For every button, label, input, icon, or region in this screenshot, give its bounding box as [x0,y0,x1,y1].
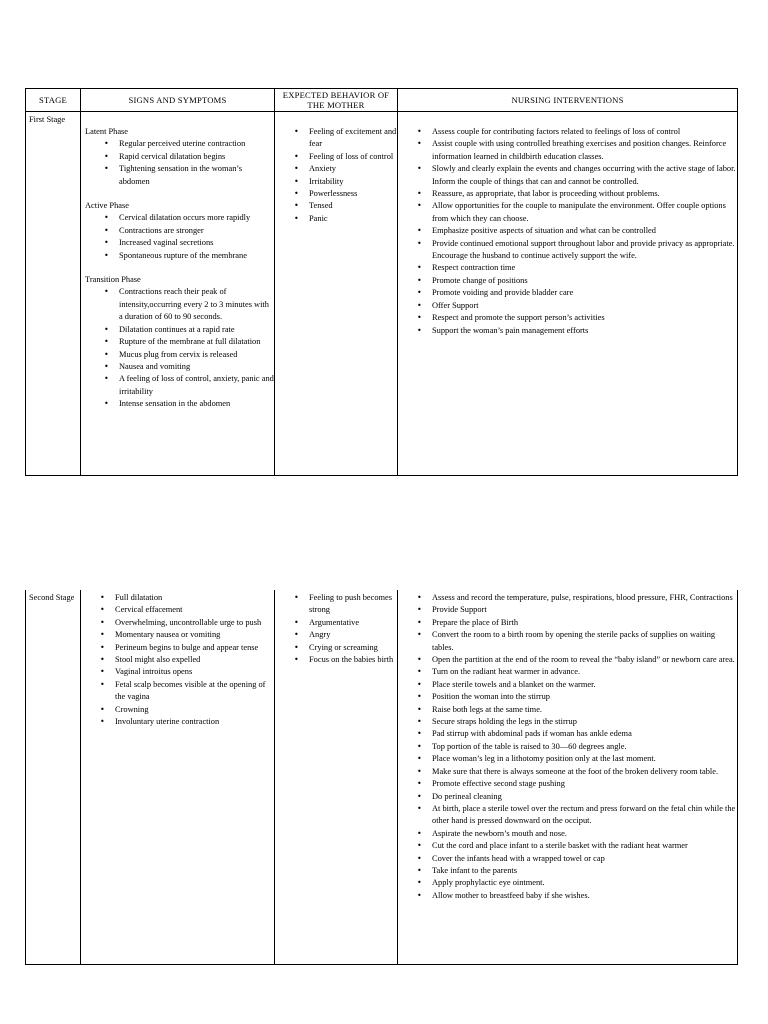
second-stage-interventions-list [398,592,737,902]
active-phase-item: • Cervical dilatation occurs more rapidly [119,212,274,224]
second-stage-behavior-item: • Crying or screaming [309,642,397,654]
second-stage-behavior-list [275,592,397,666]
header-nursing-interventions: NURSING INTERVENTIONS [398,89,738,112]
transition-phase-item: • A feeling of loss of control, anxiety, panic and irritability [119,373,274,398]
header-expected-behavior: EXPECTED BEHAVIOR OF THE MOTHER [275,89,398,112]
second-stage-intervention-item: • Promote effective second stage pushing [432,778,737,790]
second-stage-row [26,590,738,965]
second-stage-intervention-item: • Allow mother to breastfeed baby if she wishes. [432,890,737,902]
second-stage-intervention-item: • Raise both legs at the same time. [432,704,737,716]
transition-phase-item: • Mucus plug from cervix is released [119,349,274,361]
second-stage-intervention-item: • Cover the infants head with a wrapped towel or cap [432,853,737,865]
second-stage-intervention-item: • Open the partition at the end of the room to reveal the “baby island” or newborn care area. [432,654,737,666]
second-stage-intervention-item: • Provide Support [432,604,737,616]
active-phase-item: • Spontaneous rupture of the membrane [119,250,274,262]
table-header-row [26,89,738,112]
first-stage-intervention-item: • Respect and promote the support person’s activities [432,312,737,324]
latent-phase-item: • Regular perceived uterine contraction [119,138,274,150]
second-stage-signs-cell [81,590,275,965]
active-phase-item: • Contractions are stronger [119,225,274,237]
header-signs-and-symptoms: SIGNS AND SYMPTOMS [81,89,275,112]
second-stage-intervention-item: • Make sure that there is always someone at the foot of the broken delivery room table. [432,766,737,778]
first-stage-interventions-list [398,126,737,337]
second-stage-intervention-item: • Place woman’s leg in a lithotomy position only at the last moment. [432,753,737,765]
second-stage-intervention-item: • Place sterile towels and a blanket on the warmer. [432,679,737,691]
transition-phase-item: • Contractions reach their peak of intensity,occurring every 2 to 3 minutes with a duration of 60 to 90 seconds. [119,286,274,323]
second-stage-sign-item: • Perineum begins to bulge and appear tense [115,642,274,654]
second-stage-sign-item: • Crowning [115,704,274,716]
second-stage-intervention-item: • Do perineal cleaning [432,791,737,803]
active-phase-list [85,212,274,262]
first-stage-intervention-item: • Assist couple with using controlled breathing exercises and position changes. Reinforce information learned in childbirth education classes. [432,138,737,163]
first-stage-row [26,112,738,476]
second-stage-intervention-item: • Position the woman into the stirrup [432,691,737,703]
second-stage-intervention-item: • Pad stirrup with abdominal pads if woman has ankle edema [432,728,737,740]
first-stage-intervention-item: • Support the woman’s pain management efforts [432,325,737,337]
second-stage-intervention-item: • Prepare the place of Birth [432,617,737,629]
second-stage-sign-item: • Vaginal introitus opens [115,666,274,678]
second-stage-signs-list [81,592,274,728]
second-stage-behavior-item: • Argumentative [309,617,397,629]
first-stage-behavior-list [275,126,397,225]
second-stage-behavior-item: • Angry [309,629,397,641]
transition-phase-item: • Dilatation continues at a rapid rate [119,324,274,336]
second-stage-sign-item: • Cervical effacement [115,604,274,616]
header-stage: STAGE [26,89,81,112]
first-stage-intervention-item: • Reassure, as appropriate, that labor is proceeding without problems. [432,188,737,200]
second-stage-intervention-item: • Cut the cord and place infant to a sterile basket with the radiant heat warmer [432,840,737,852]
first-stage-intervention-item: • Respect contraction time [432,262,737,274]
transition-phase-item: • Rupture of the membrane at full dilatation [119,336,274,348]
first-stage-behavior-item: • Feeling of loss of control [309,151,397,163]
care-plan-table-second-stage [25,590,738,965]
first-stage-interventions-cell [398,112,738,476]
first-stage-behavior-item: • Feeling of excitement and fear [309,126,397,151]
transition-phase-item: • Intense sensation in the abdomen [119,398,274,410]
latent-phase-item: • Rapid cervical dilatation begins [119,151,274,163]
first-stage-behavior-item: • Irritability [309,176,397,188]
second-stage-behavior-item: • Feeling to push becomes strong [309,592,397,617]
second-stage-sign-item: • Momentary nausea or vomiting [115,629,274,641]
second-stage-sign-item: • Stool might also expelled [115,654,274,666]
second-stage-intervention-item: • Convert the room to a birth room by opening the sterile packs of supplies on waiting tables. [432,629,737,654]
first-stage-intervention-item: • Provide continued emotional support throughout labor and provide privacy as appropriate. Encourage the husband to continue actively support the wife. [432,238,737,263]
second-stage-intervention-item: • Aspirate the newborn’s mouth and nose. [432,828,737,840]
second-stage-behavior-item: • Focus on the babies birth [309,654,397,666]
first-stage-signs-cell [81,112,275,476]
second-stage-sign-item: • Fetal scalp becomes visible at the opening of the vagina [115,679,274,704]
second-stage-label: Second Stage [26,590,81,965]
first-stage-intervention-item: • Emphasize positive aspects of situation and what can be controlled [432,225,737,237]
first-stage-behavior-item: • Anxiety [309,163,397,175]
latent-phase-title: Latent Phase [85,127,129,136]
first-stage-intervention-item: • Slowly and clearly explain the events and changes occurring with the active stage of labor. Inform the couple of things that can and cannot be controlled. [432,163,737,188]
second-stage-interventions-cell [398,590,738,965]
second-stage-intervention-item: • Top portion of the table is raised to 30—60 degrees angle. [432,741,737,753]
first-stage-behavior-item: • Panic [309,213,397,225]
second-stage-intervention-item: • At birth, place a sterile towel over the rectum and press forward on the fetal chin while the other hand is pressed downward on the occiput. [432,803,737,828]
first-stage-label: First Stage [26,112,81,476]
first-stage-intervention-item: • Allow opportunities for the couple to manipulate the environment. Offer couple options from which they can choose. [432,200,737,225]
first-stage-intervention-item: • Promote voiding and provide bladder care [432,287,737,299]
active-phase-title: Active Phase [85,201,129,211]
second-stage-intervention-item: • Secure straps holding the legs in the stirrup [432,716,737,728]
active-phase-item: • Increased vaginal secretions [119,237,274,249]
care-plan-table-first-stage [25,88,738,476]
second-stage-sign-item: • Full dilatation [115,592,274,604]
second-stage-intervention-item: • Apply prophylactic eye ointment. [432,877,737,889]
first-stage-intervention-item: • Assess couple for contributing factors related to feelings of loss of control [432,126,737,138]
transition-phase-item: • Nausea and vomiting [119,361,274,373]
transition-phase-list [85,286,274,410]
first-stage-intervention-item: • Offer Support [432,300,737,312]
second-stage-intervention-item: • Turn on the radiant heat warmer in advance. [432,666,737,678]
first-stage-intervention-item: • Promote change of positions [432,275,737,287]
second-stage-behavior-cell [275,590,398,965]
latent-phase-item: • Tightening sensation in the woman’s abdomen [119,163,274,188]
transition-phase-title: Transition Phase [85,275,141,285]
second-stage-sign-item: • Involuntary uterine contraction [115,716,274,728]
second-stage-sign-item: • Overwhelming, uncontrollable urge to push [115,617,274,629]
second-stage-intervention-item: • Assess and record the temperature, pulse, respirations, blood pressure, FHR, Contractions [432,592,737,604]
first-stage-behavior-item: • Powerlessness [309,188,397,200]
first-stage-behavior-cell [275,112,398,476]
first-stage-behavior-item: • Tensed [309,200,397,212]
second-stage-intervention-item: • Take infant to the parents [432,865,737,877]
latent-phase-list [85,138,274,188]
